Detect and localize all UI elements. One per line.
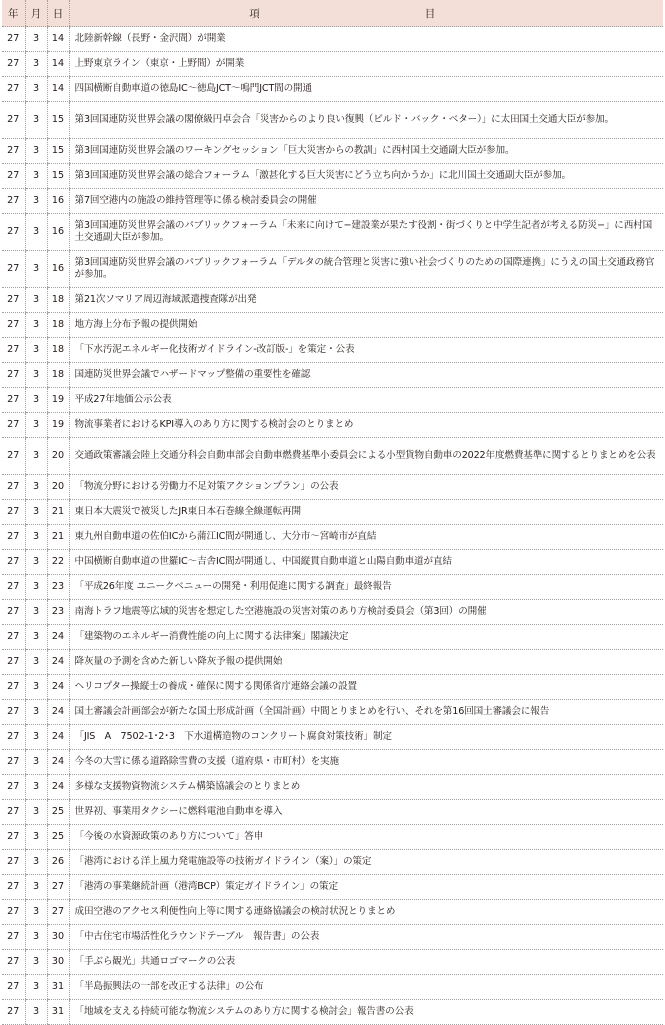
table-row (2, 850, 663, 875)
cell-day: 16 (47, 251, 69, 288)
cell-item: ヘリコプター操縦士の養成・確保に関する関係省庁連絡会議の設置 (69, 675, 663, 700)
table-header (2, 0, 663, 27)
cell-item: 東九州自動車道の佐伯ICから蒲江IC間が開通し、大分市〜宮崎市が直結 (69, 525, 663, 550)
header-day: 日 (47, 0, 69, 27)
cell-day: 15 (47, 164, 69, 189)
table-row (2, 550, 663, 575)
cell-item: 「今後の水資源政策のあり方について」答申 (69, 825, 663, 850)
cell-day: 24 (47, 650, 69, 675)
table-row (2, 600, 663, 625)
cell-day: 14 (47, 27, 69, 52)
cell-day: 31 (47, 975, 69, 1000)
cell-day: 18 (47, 363, 69, 388)
header-year: 年 (2, 0, 25, 27)
cell-day: 26 (47, 850, 69, 875)
cell-year: 27 (2, 775, 25, 800)
cell-item: 交通政策審議会陸上交通分科会自動車部会自動車燃費基準小委員会による小型貨物自動車の2022年度燃費基準に関するとりまとめを公表 (69, 438, 663, 475)
cell-month: 3 (25, 52, 47, 77)
cell-item: 「物流分野における労働力不足対策アクションプラン」の公表 (69, 475, 663, 500)
cell-year: 27 (2, 251, 25, 288)
cell-month: 3 (25, 775, 47, 800)
cell-day: 16 (47, 189, 69, 214)
cell-item: 国連防災世界会議でハザードマップ整備の重要性を確認 (69, 363, 663, 388)
cell-year: 27 (2, 164, 25, 189)
cell-month: 3 (25, 363, 47, 388)
table-row (2, 388, 663, 413)
cell-item: 東日本大震災で被災したJR東日本石巻線全線運転再開 (69, 500, 663, 525)
cell-item: 上野東京ライン（東京・上野間）が開業 (69, 52, 663, 77)
cell-year: 27 (2, 575, 25, 600)
cell-item: 中国横断自動車道の世羅IC〜吉舎IC間が開通し、中国縦貫自動車道と山陽自動車道が直結 (69, 550, 663, 575)
cell-year: 27 (2, 900, 25, 925)
cell-year: 27 (2, 675, 25, 700)
cell-year: 27 (2, 850, 25, 875)
cell-year: 27 (2, 700, 25, 725)
cell-month: 3 (25, 750, 47, 775)
table-row (2, 775, 663, 800)
cell-month: 3 (25, 900, 47, 925)
cell-year: 27 (2, 413, 25, 438)
cell-month: 3 (25, 675, 47, 700)
cell-month: 3 (25, 625, 47, 650)
cell-item: 平成27年地価公示公表 (69, 388, 663, 413)
cell-day: 23 (47, 600, 69, 625)
cell-year: 27 (2, 338, 25, 363)
cell-year: 27 (2, 650, 25, 675)
cell-item: 世界初、事業用タクシーに燃料電池自動車を導入 (69, 800, 663, 825)
cell-month: 3 (25, 139, 47, 164)
table-row (2, 189, 663, 214)
table-row (2, 725, 663, 750)
cell-item: 「建築物のエネルギー消費性能の向上に関する法律案」閣議決定 (69, 625, 663, 650)
cell-month: 3 (25, 525, 47, 550)
cell-item: 第3回国連防災世界会議のパブリックフォーラム「未来に向けて−建設業が果たす役割・街づくりと中学生記者が考える防災−」に西村国土交通副大臣が参加。 (69, 214, 663, 251)
header-row (2, 0, 663, 27)
table-row (2, 525, 663, 550)
cell-month: 3 (25, 77, 47, 102)
cell-month: 3 (25, 1000, 47, 1025)
cell-day: 23 (47, 575, 69, 600)
cell-month: 3 (25, 925, 47, 950)
cell-item: 第3回国連防災世界会議のワーキングセッション「巨大災害からの教訓」に西村国土交通副大臣が参加。 (69, 139, 663, 164)
cell-month: 3 (25, 288, 47, 313)
table-row (2, 925, 663, 950)
cell-year: 27 (2, 825, 25, 850)
table-row (2, 413, 663, 438)
cell-day: 14 (47, 77, 69, 102)
table-row (2, 625, 663, 650)
cell-day: 18 (47, 313, 69, 338)
cell-year: 27 (2, 363, 25, 388)
cell-day: 20 (47, 438, 69, 475)
table-row (2, 475, 663, 500)
table-row (2, 363, 663, 388)
table-row (2, 575, 663, 600)
header-month: 月 (25, 0, 47, 27)
cell-day: 25 (47, 825, 69, 850)
cell-day: 18 (47, 338, 69, 363)
cell-month: 3 (25, 825, 47, 850)
cell-month: 3 (25, 338, 47, 363)
cell-day: 21 (47, 500, 69, 525)
table-row (2, 338, 663, 363)
cell-year: 27 (2, 725, 25, 750)
table-row (2, 164, 663, 189)
cell-year: 27 (2, 475, 25, 500)
cell-day: 27 (47, 875, 69, 900)
table-row (2, 77, 663, 102)
cell-month: 3 (25, 251, 47, 288)
table-row (2, 288, 663, 313)
cell-year: 27 (2, 139, 25, 164)
cell-item: 「半島振興法の一部を改正する法律」の公布 (69, 975, 663, 1000)
cell-year: 27 (2, 750, 25, 775)
cell-month: 3 (25, 725, 47, 750)
cell-item: 南海トラフ地震等広域的災害を想定した空港施設の災害対策のあり方検討委員会（第3回）の開催 (69, 600, 663, 625)
cell-item: 「地域を支える持続可能な物流システムのあり方に関する検討会」報告書の公表 (69, 1000, 663, 1025)
cell-item: 第3回国連防災世界会議のパブリックフォーラム「デルタの統合管理と災害に強い社会づくりのための国際連携」にうえの国土交通政務官が参加。 (69, 251, 663, 288)
cell-month: 3 (25, 164, 47, 189)
table-row (2, 875, 663, 900)
cell-month: 3 (25, 950, 47, 975)
cell-item: 「港湾における洋上風力発電施設等の技術ガイドライン（案）」の策定 (69, 850, 663, 875)
table-row (2, 1000, 663, 1025)
cell-item: 今冬の大雪に係る道路除雪費の支援（道府県・市町村）を実施 (69, 750, 663, 775)
cell-year: 27 (2, 975, 25, 1000)
cell-day: 16 (47, 214, 69, 251)
cell-year: 27 (2, 102, 25, 139)
cell-month: 3 (25, 189, 47, 214)
cell-day: 19 (47, 388, 69, 413)
cell-year: 27 (2, 438, 25, 475)
cell-day: 30 (47, 950, 69, 975)
cell-day: 21 (47, 525, 69, 550)
cell-year: 27 (2, 950, 25, 975)
cell-item: 第7回空港内の施設の維持管理等に係る検討委員会の開催 (69, 189, 663, 214)
cell-day: 14 (47, 52, 69, 77)
cell-month: 3 (25, 800, 47, 825)
cell-year: 27 (2, 500, 25, 525)
cell-year: 27 (2, 388, 25, 413)
chronology-table (2, 0, 663, 1025)
cell-day: 15 (47, 139, 69, 164)
table-row (2, 825, 663, 850)
cell-month: 3 (25, 102, 47, 139)
cell-year: 27 (2, 875, 25, 900)
cell-day: 18 (47, 288, 69, 313)
cell-month: 3 (25, 27, 47, 52)
cell-item: 「手ぶら観光」共通ロゴマークの公表 (69, 950, 663, 975)
cell-day: 24 (47, 625, 69, 650)
table-row (2, 52, 663, 77)
cell-day: 27 (47, 900, 69, 925)
cell-year: 27 (2, 800, 25, 825)
cell-item: 「港湾の事業継続計画（港湾BCP）策定ガイドライン」の策定 (69, 875, 663, 900)
table-row (2, 950, 663, 975)
cell-year: 27 (2, 288, 25, 313)
cell-month: 3 (25, 875, 47, 900)
cell-year: 27 (2, 625, 25, 650)
cell-item: 「平成26年度 ユニークベニューの開発・利用促進に関する調査」最終報告 (69, 575, 663, 600)
cell-item: 「下水汚泥エネルギー化技術ガイドライン-改訂版-」を策定・公表 (69, 338, 663, 363)
table-row (2, 800, 663, 825)
cell-day: 20 (47, 475, 69, 500)
table-row (2, 102, 663, 139)
table-body (2, 27, 663, 1025)
cell-item: 降灰量の予測を含めた新しい降灰予報の提供開始 (69, 650, 663, 675)
cell-day: 24 (47, 700, 69, 725)
cell-item: 物流事業者におけるKPI導入のあり方に関する検討会のとりまとめ (69, 413, 663, 438)
cell-year: 27 (2, 925, 25, 950)
cell-day: 31 (47, 1000, 69, 1025)
cell-item: 第3回国連防災世界会議の総合フォーラム「激甚化する巨大災害にどう立ち向かうか」に北川国土交通副大臣が参加。 (69, 164, 663, 189)
header-item (69, 0, 663, 27)
cell-month: 3 (25, 413, 47, 438)
cell-year: 27 (2, 214, 25, 251)
cell-month: 3 (25, 575, 47, 600)
cell-month: 3 (25, 475, 47, 500)
cell-item: 地方海上分布予報の提供開始 (69, 313, 663, 338)
cell-month: 3 (25, 438, 47, 475)
cell-month: 3 (25, 550, 47, 575)
cell-day: 25 (47, 800, 69, 825)
table-row (2, 975, 663, 1000)
cell-item: 「JIS A 7502-1･2･3 下水道構造物のコンクリート腐食対策技術」制定 (69, 725, 663, 750)
cell-day: 15 (47, 102, 69, 139)
table-row (2, 750, 663, 775)
cell-month: 3 (25, 214, 47, 251)
cell-item: 多様な支援物資物流システム構築協議会のとりまとめ (69, 775, 663, 800)
table-row (2, 251, 663, 288)
cell-month: 3 (25, 975, 47, 1000)
cell-year: 27 (2, 77, 25, 102)
table-row (2, 500, 663, 525)
cell-item: 国土審議会計画部会が新たな国土形成計画（全国計画）中間とりまとめを行い、それを第16回国土審議会に報告 (69, 700, 663, 725)
cell-year: 27 (2, 600, 25, 625)
header-item-label: 項 目 (249, 7, 484, 20)
cell-day: 24 (47, 675, 69, 700)
cell-year: 27 (2, 550, 25, 575)
table-row (2, 27, 663, 52)
cell-day: 19 (47, 413, 69, 438)
table-row (2, 675, 663, 700)
table-row (2, 214, 663, 251)
cell-month: 3 (25, 600, 47, 625)
cell-year: 27 (2, 313, 25, 338)
cell-day: 24 (47, 725, 69, 750)
table-row (2, 139, 663, 164)
cell-item: 四国横断自動車道の徳島IC〜徳島JCT〜鳴門JCT間の開通 (69, 77, 663, 102)
cell-month: 3 (25, 650, 47, 675)
table-row (2, 438, 663, 475)
cell-year: 27 (2, 189, 25, 214)
cell-year: 27 (2, 525, 25, 550)
cell-day: 24 (47, 750, 69, 775)
cell-month: 3 (25, 500, 47, 525)
cell-day: 24 (47, 775, 69, 800)
cell-item: 北陸新幹線（長野・金沢間）が開業 (69, 27, 663, 52)
cell-item: 「中古住宅市場活性化ラウンドテーブル 報告書」の公表 (69, 925, 663, 950)
cell-year: 27 (2, 27, 25, 52)
cell-year: 27 (2, 52, 25, 77)
cell-month: 3 (25, 850, 47, 875)
cell-item: 成田空港のアクセス利便性向上等に関する連絡協議会の検討状況とりまとめ (69, 900, 663, 925)
table-row (2, 313, 663, 338)
table-row (2, 650, 663, 675)
cell-day: 22 (47, 550, 69, 575)
cell-month: 3 (25, 313, 47, 338)
cell-item: 第21次ソマリア周辺海域派遣捜査隊が出発 (69, 288, 663, 313)
cell-month: 3 (25, 388, 47, 413)
cell-item: 第3回国連防災世界会議の閣僚級円卓会合「災害からのより良い復興（ビルド・バック・ベター）」に太田国土交通大臣が参加。 (69, 102, 663, 139)
cell-day: 30 (47, 925, 69, 950)
cell-month: 3 (25, 700, 47, 725)
cell-year: 27 (2, 1000, 25, 1025)
table-row (2, 900, 663, 925)
table-row (2, 700, 663, 725)
